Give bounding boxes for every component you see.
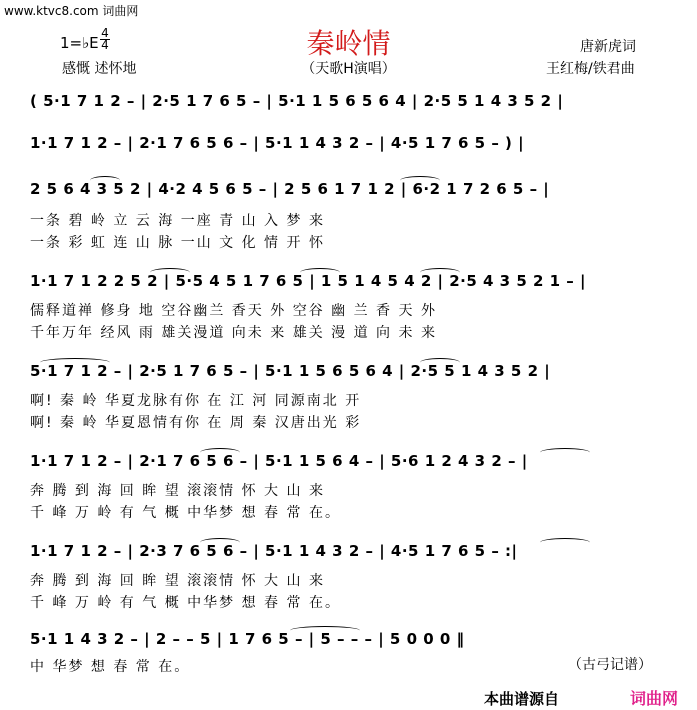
- notation-row-7: 1·1 7 1 2 – | 2·3 7 6 5 6 – | 5·1 1 4 3 2 – | 4·5 1 7 6 5 – :|: [30, 542, 518, 560]
- slur-mark: [290, 626, 360, 635]
- key-signature: 1=♭E: [60, 34, 99, 52]
- slur-mark: [90, 176, 120, 185]
- notation-row-6: 1·1 7 1 2 – | 2·1 7 6 5 6 – | 5·1 1 5 6 4 – | 5·6 1 2 4 3 2 – |: [30, 452, 528, 470]
- slur-mark: [150, 268, 190, 277]
- lyric-row-8: 中 华梦 想 春 常 在。: [30, 659, 191, 675]
- notation-row-2: 1·1 7 1 2 – | 2·1 7 6 5 6 – | 5·1 1 4 3 2 – | 4·5 1 7 6 5 – ) |: [30, 134, 525, 152]
- song-title: 秦岭情: [306, 27, 391, 60]
- notation-row-4: 1·1 7 1 2 2 5 2 | 5·5 4 5 1 7 6 5 | 1 5 1 4 5 4 2 | 2·5 4 3 5 2 1 – |: [30, 272, 587, 290]
- notation-row-5: 5·1 7 1 2 – | 2·5 1 7 6 5 – | 5·1 1 5 6 5 6 4 | 2·5 5 1 4 3 5 2 |: [30, 362, 551, 380]
- lyric-row-7-verse-1: 奔 腾 到 海 回 眸 望 滚滚情 怀 大 山 来: [30, 573, 325, 589]
- slur-mark: [420, 358, 460, 367]
- meter-top: 4: [101, 26, 109, 40]
- slur-mark: [200, 538, 240, 547]
- meter-bottom: 4: [101, 38, 109, 52]
- slur-mark: [540, 448, 590, 457]
- slur-mark: [540, 538, 590, 547]
- slur-mark: [300, 268, 340, 277]
- slur-mark: [400, 176, 440, 185]
- lyric-row-4-verse-2: 千年万年 经风 雨 雄关漫道 向未 来 雄关 漫 道 向 未 来: [30, 325, 437, 341]
- site-logo[interactable]: 词曲网: [630, 689, 679, 708]
- notation-row-8: 5·1 1 4 3 2 – | 2 – – 5 | 1 7 6 5 – | 5 – – – | 5 0 0 0 ‖: [30, 630, 465, 648]
- notation-row-3: 2 5 6 4 3 5 2 | 4·2 4 5 6 5 – | 2 5 6 1 7 1 2 | 6·2 1 7 2 6 5 – |: [30, 180, 550, 198]
- slur-mark: [200, 448, 240, 457]
- lyric-row-6-verse-2: 千 峰 万 岭 有 气 概 中华梦 想 春 常 在。: [30, 505, 341, 521]
- mood-marking: 感慨 述怀地: [62, 61, 137, 77]
- recorder-credit: （古弓记谱）: [568, 657, 652, 673]
- composer: 王红梅/铁君曲: [546, 61, 635, 77]
- lyric-row-6-verse-1: 奔 腾 到 海 回 眸 望 滚滚情 怀 大 山 来: [30, 483, 325, 499]
- lyric-row-3-verse-2: 一条 彩 虹 连 山 脉 一山 文 化 情 开 怀: [30, 235, 325, 251]
- lyricist: 唐新虎词: [580, 39, 636, 55]
- site-url: www.ktvc8.com 词曲网: [4, 4, 139, 18]
- lyric-row-5-verse-1: 啊! 秦 岭 华夏龙脉有你 在 江 河 同源南北 开: [30, 393, 362, 409]
- lyric-row-5-verse-2: 啊! 秦 岭 华夏恩情有你 在 周 秦 汉唐出光 彩: [30, 415, 362, 431]
- singer-note: （天歌H演唱）: [301, 61, 396, 77]
- time-signature: [100, 28, 110, 51]
- slur-mark: [40, 358, 110, 367]
- lyric-row-4-verse-1: 儒释道禅 修身 地 空谷幽兰 香天 外 空谷 幽 兰 香 天 外: [30, 303, 437, 319]
- notation-row-1: ( 5·1 7 1 2 – | 2·5 1 7 6 5 – | 5·1 1 5 6 5 6 4 | 2·5 5 1 4 3 5 2 |: [30, 92, 564, 110]
- slur-mark: [420, 268, 460, 277]
- lyric-row-7-verse-2: 千 峰 万 岭 有 气 概 中华梦 想 春 常 在。: [30, 595, 341, 611]
- lyric-row-3-verse-1: 一条 碧 岭 立 云 海 一座 青 山 入 梦 来: [30, 213, 325, 229]
- source-label: 本曲谱源自: [484, 690, 560, 708]
